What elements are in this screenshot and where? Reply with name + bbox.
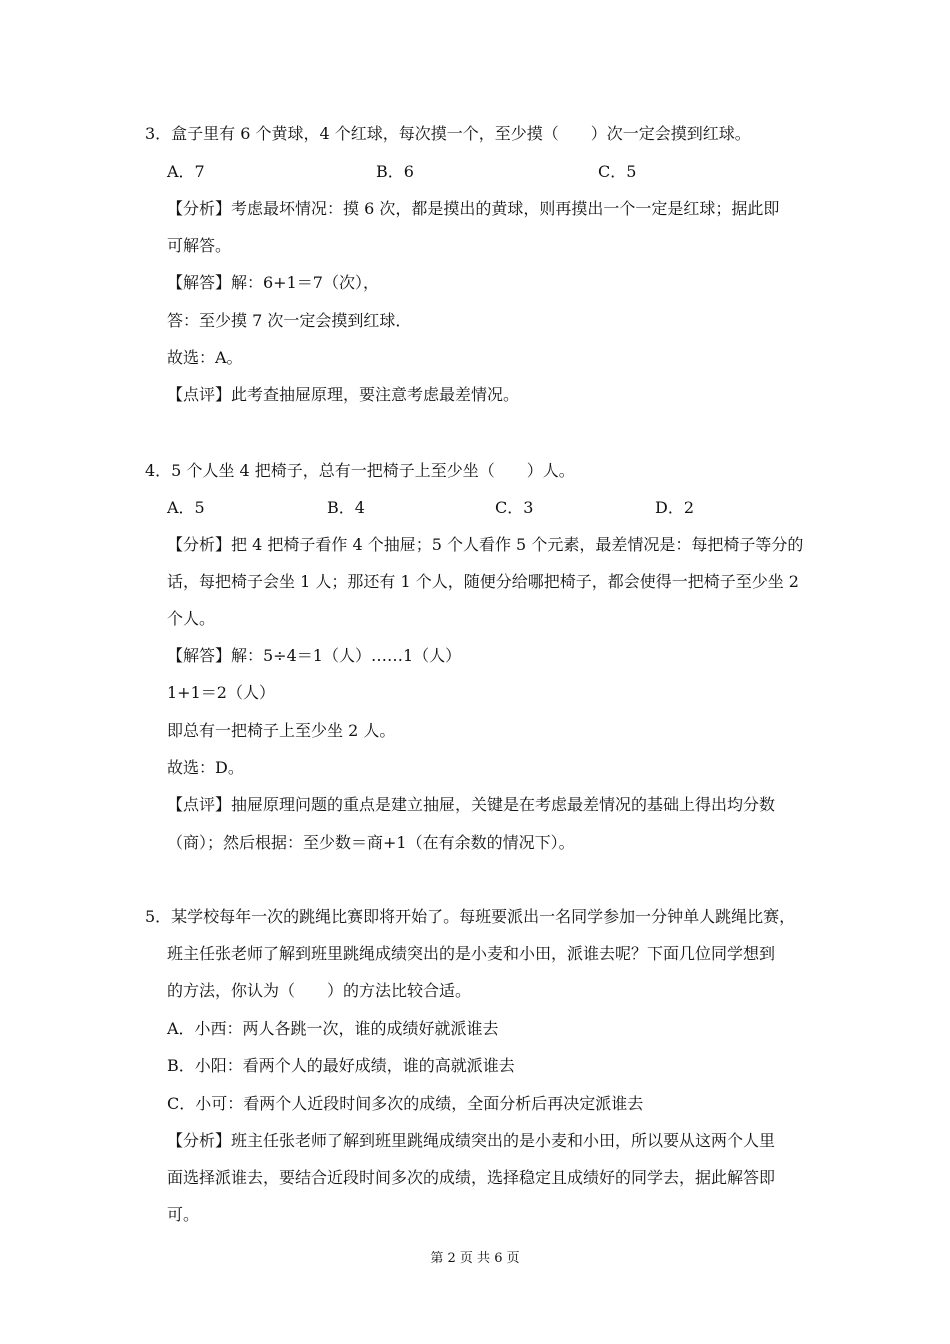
q3-solution-line: 故选：A。 <box>167 348 243 367</box>
q4-solution-line: 1+1＝2（人） <box>167 683 275 702</box>
q4-analysis-line: 【分析】把 4 把椅子看作 4 个抽屉；5 个人看作 5 个元素，最差情况是：每把椅子等分的 <box>167 535 804 554</box>
q4-analysis-line: 个人。 <box>167 609 216 628</box>
q3-stem: 3．盒子里有 6 个黄球，4 个红球，每次摸一个，至少摸（ ）次一定会摸到红球。 <box>145 124 751 143</box>
q4-comment-line: 【点评】抽屉原理问题的重点是建立抽屉，关键是在考虑最差情况的基础上得出均分数 <box>167 795 776 814</box>
q3-analysis-line: 【分析】考虑最坏情况：摸 6 次，都是摸出的黄球，则再摸出一个一定是红球；据此即 <box>167 199 780 218</box>
q5-analysis-line: 可。 <box>167 1205 200 1224</box>
q5-option-a: A．小西：两人各跳一次，谁的成绩好就派谁去 <box>167 1019 499 1038</box>
q5-option-c: C．小可：看两个人近段时间多次的成绩，全面分析后再决定派谁去 <box>167 1094 644 1113</box>
q5-stem-line: 5．某学校每年一次的跳绳比赛即将开始了。每班要派出一名同学参加一分钟单人跳绳比赛， <box>145 907 796 926</box>
q4-solution-line: 即总有一把椅子上至少坐 2 人。 <box>167 721 396 740</box>
q3-analysis-line: 可解答。 <box>167 236 232 255</box>
q4-option-c: C．3 <box>495 498 534 517</box>
q3-option-c: C．5 <box>598 162 637 181</box>
q3-solution-line: 【解答】解：6+1＝7（次）， <box>167 273 379 292</box>
q3-option-b: B．6 <box>376 162 414 181</box>
q5-analysis-line: 【分析】班主任张老师了解到班里跳绳成绩突出的是小麦和小田，所以要从这两个人里 <box>167 1131 776 1150</box>
q4-solution-line: 故选：D。 <box>167 758 244 777</box>
q3-solution-line: 答：至少摸 7 次一定会摸到红球． <box>167 311 412 330</box>
q5-analysis-line: 面选择派谁去，要结合近段时间多次的成绩，选择稳定且成绩好的同学去，据此解答即 <box>167 1168 776 1187</box>
q4-option-d: D．2 <box>655 498 695 517</box>
q5-option-b: B．小阳：看两个人的最好成绩，谁的高就派谁去 <box>167 1056 515 1075</box>
page-footer: 第 2 页 共 6 页 <box>430 1251 520 1266</box>
q5-stem-line: 的方法，你认为（ ）的方法比较合适。 <box>167 981 472 1000</box>
q3-option-a: A．7 <box>167 162 205 181</box>
q4-option-a: A．5 <box>167 498 205 517</box>
q4-analysis-line: 话，每把椅子会坐 1 人；那还有 1 个人，随便分给哪把椅子，都会使得一把椅子至少坐 2 <box>167 572 799 591</box>
q5-stem-line: 班主任张老师了解到班里跳绳成绩突出的是小麦和小田，派谁去呢？下面几位同学想到 <box>167 944 776 963</box>
q4-solution-line: 【解答】解：5÷4＝1（人）……1（人） <box>167 646 462 665</box>
q4-stem: 4．5 个人坐 4 把椅子，总有一把椅子上至少坐（ ）人。 <box>145 461 575 480</box>
q3-comment: 【点评】此考查抽屉原理，要注意考虑最差情况。 <box>167 385 520 404</box>
q4-comment-line: （商）；然后根据：至少数＝商+1（在有余数的情况下）。 <box>167 833 575 852</box>
q4-option-b: B．4 <box>327 498 365 517</box>
